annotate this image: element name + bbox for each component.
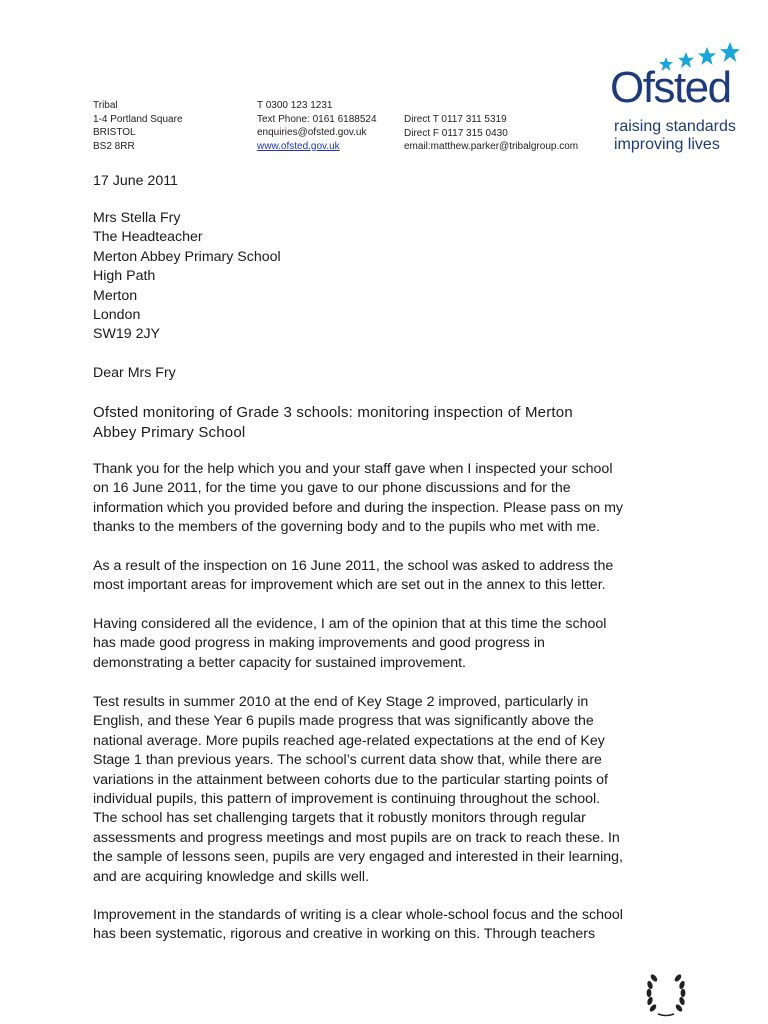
sender-contact <box>257 99 377 153</box>
recipient-address <box>93 209 281 345</box>
subject-line: Abbey Primary School <box>93 424 246 441</box>
text-line: Thank you for the help which you and your staff gave when I inspected your school <box>93 461 613 477</box>
text-line: Having considered all the evidence, I am of the opinion that at this time the school <box>93 616 607 632</box>
text-line: English, and these Year 6 pupils made progress that was significantly above the <box>93 713 594 730</box>
text-line: has been systematic, rigorous and creative in working on this. Through teachers <box>93 926 596 943</box>
telephone: T 0300 123 1231 <box>257 100 333 111</box>
text-line: information which you provided before and during the inspection. Please pass on my <box>93 499 623 516</box>
text-line: Stage 1 than previous years. The school’s current data show that, while there are <box>93 752 602 769</box>
direct-email: email:matthew.parker@tribalgroup.com <box>404 141 579 152</box>
sender-address <box>93 99 183 153</box>
address-line: Tribal <box>93 100 118 111</box>
direct-contact <box>404 113 578 154</box>
ofsted-logo <box>606 40 752 158</box>
salutation: Dear Mrs Fry <box>93 365 176 381</box>
text-line: thanks to the members of the governing body and to the pupils who met with me. <box>93 519 601 536</box>
recipient-line: London <box>93 307 141 324</box>
text-line: Test results in summer 2010 at the end of Key Stage 2 improved, particularly in <box>93 694 589 710</box>
subject-line: Ofsted monitoring of Grade 3 schools: monitoring inspection of Merton <box>93 404 573 421</box>
website-link[interactable]: www.ofsted.gov.uk <box>257 140 340 152</box>
text-line: demonstrating a better capacity for sustained improvement. <box>93 654 467 671</box>
recipient-line: High Path <box>93 268 156 285</box>
text-phone: Text Phone: 0161 6188524 <box>257 113 377 125</box>
text-line: As a result of the inspection on 16 June 2011, the school was asked to address the <box>93 558 614 574</box>
text-line: on 16 June 2011, for the time you gave to our phone discussions and for the <box>93 480 571 497</box>
text-line: national average. More pupils reached age-related expectations at the end of Key <box>93 732 605 749</box>
text-line: and are acquiring knowledge and skills well. <box>93 868 370 885</box>
letter-date: 17 June 2011 <box>93 173 178 189</box>
text-line: most important areas for improvement which are set out in the annex to this letter. <box>93 577 606 594</box>
logo-tagline: improving lives <box>614 136 720 153</box>
address-line: BRISTOL <box>93 127 136 138</box>
text-line: assessments and progress meetings and most pupils are on track to reach these. In <box>93 829 620 846</box>
recipient-line: Merton Abbey Primary School <box>93 248 281 265</box>
text-line: The school has set challenging targets that it robustly monitors through regular <box>93 810 586 827</box>
address-line: BS2 8RR <box>93 140 135 152</box>
letter-subject <box>93 403 573 443</box>
paragraph <box>93 557 613 596</box>
paragraph <box>93 615 606 673</box>
direct-telephone: Direct T 0117 311 5319 <box>404 114 507 125</box>
recipient-line: Mrs Stella Fry <box>93 210 181 226</box>
text-line: has made good progress in making improvements and good progress in <box>93 635 545 652</box>
recipient-line: Merton <box>93 287 138 304</box>
logo-wordmark: Ofsted <box>610 63 731 112</box>
enquiries-email: enquiries@ofsted.gov.uk <box>257 127 367 138</box>
text-line: variations in the attainment between cohorts due to the particular starting points of <box>93 771 608 788</box>
recipient-line: The Headteacher <box>93 229 203 246</box>
text-line: Improvement in the standards of writing is a clear whole-school focus and the school <box>93 907 623 923</box>
logo-tagline: raising standards <box>614 118 736 135</box>
text-line: individual pupils, this pattern of improvement is continuing throughout the school. <box>93 791 601 808</box>
direct-fax: Direct F 0117 315 0430 <box>404 127 508 139</box>
paragraph <box>93 460 623 538</box>
paragraph <box>93 693 623 887</box>
address-line: 1-4 Portland Square <box>93 113 183 125</box>
text-line: the sample of lessons seen, pupils are very engaged and interested in their learning, <box>93 849 623 866</box>
paragraph <box>93 906 623 945</box>
laurel-wreath-icon <box>644 968 688 1018</box>
recipient-line: SW19 2JY <box>93 326 161 343</box>
